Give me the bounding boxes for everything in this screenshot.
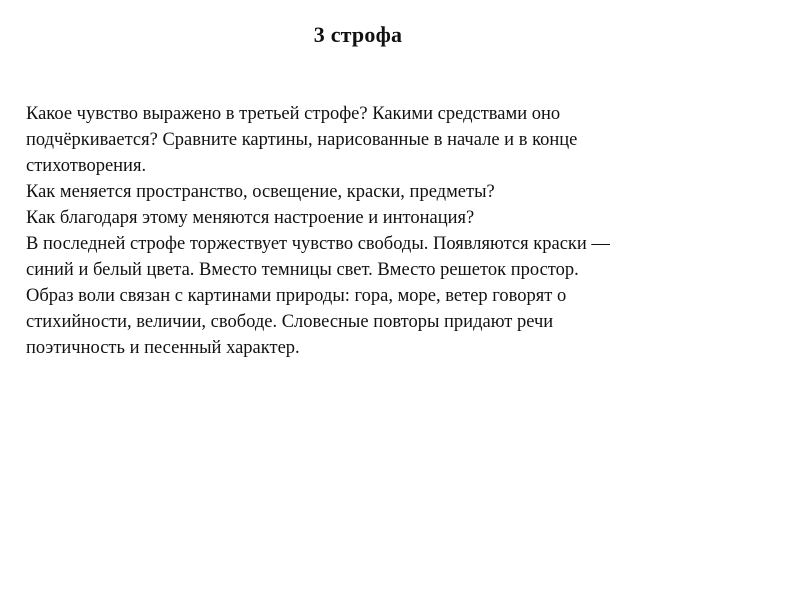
slide-body [26, 101, 756, 361]
body-line: Как благодаря этому меняются настроение и интонация? [26, 208, 475, 228]
body-line: стихотворения. [26, 156, 147, 176]
body-line: В последней строфе торжествует чувство свободы. Появляются краски — [26, 234, 610, 254]
body-line: Какое чувство выражено в третьей строфе? Какими средствами оно [26, 104, 561, 124]
body-line: стихийности, величии, свободе. Словесные повторы придают речи [26, 312, 554, 332]
body-line: Образ воли связан с картинами природы: гора, море, ветер говорят о [26, 286, 567, 306]
body-line: поэтичность и песенный характер. [26, 338, 300, 358]
body-line: Как меняется пространство, освещение, краски, предметы? [26, 182, 495, 202]
body-line: подчёркивается? Сравните картины, нарисованные в начале и в конце [26, 130, 578, 150]
slide-title: 3 строфа [313, 22, 403, 47]
body-line: синий и белый цвета. Вместо темницы свет. Вместо решеток простор. [26, 260, 579, 280]
